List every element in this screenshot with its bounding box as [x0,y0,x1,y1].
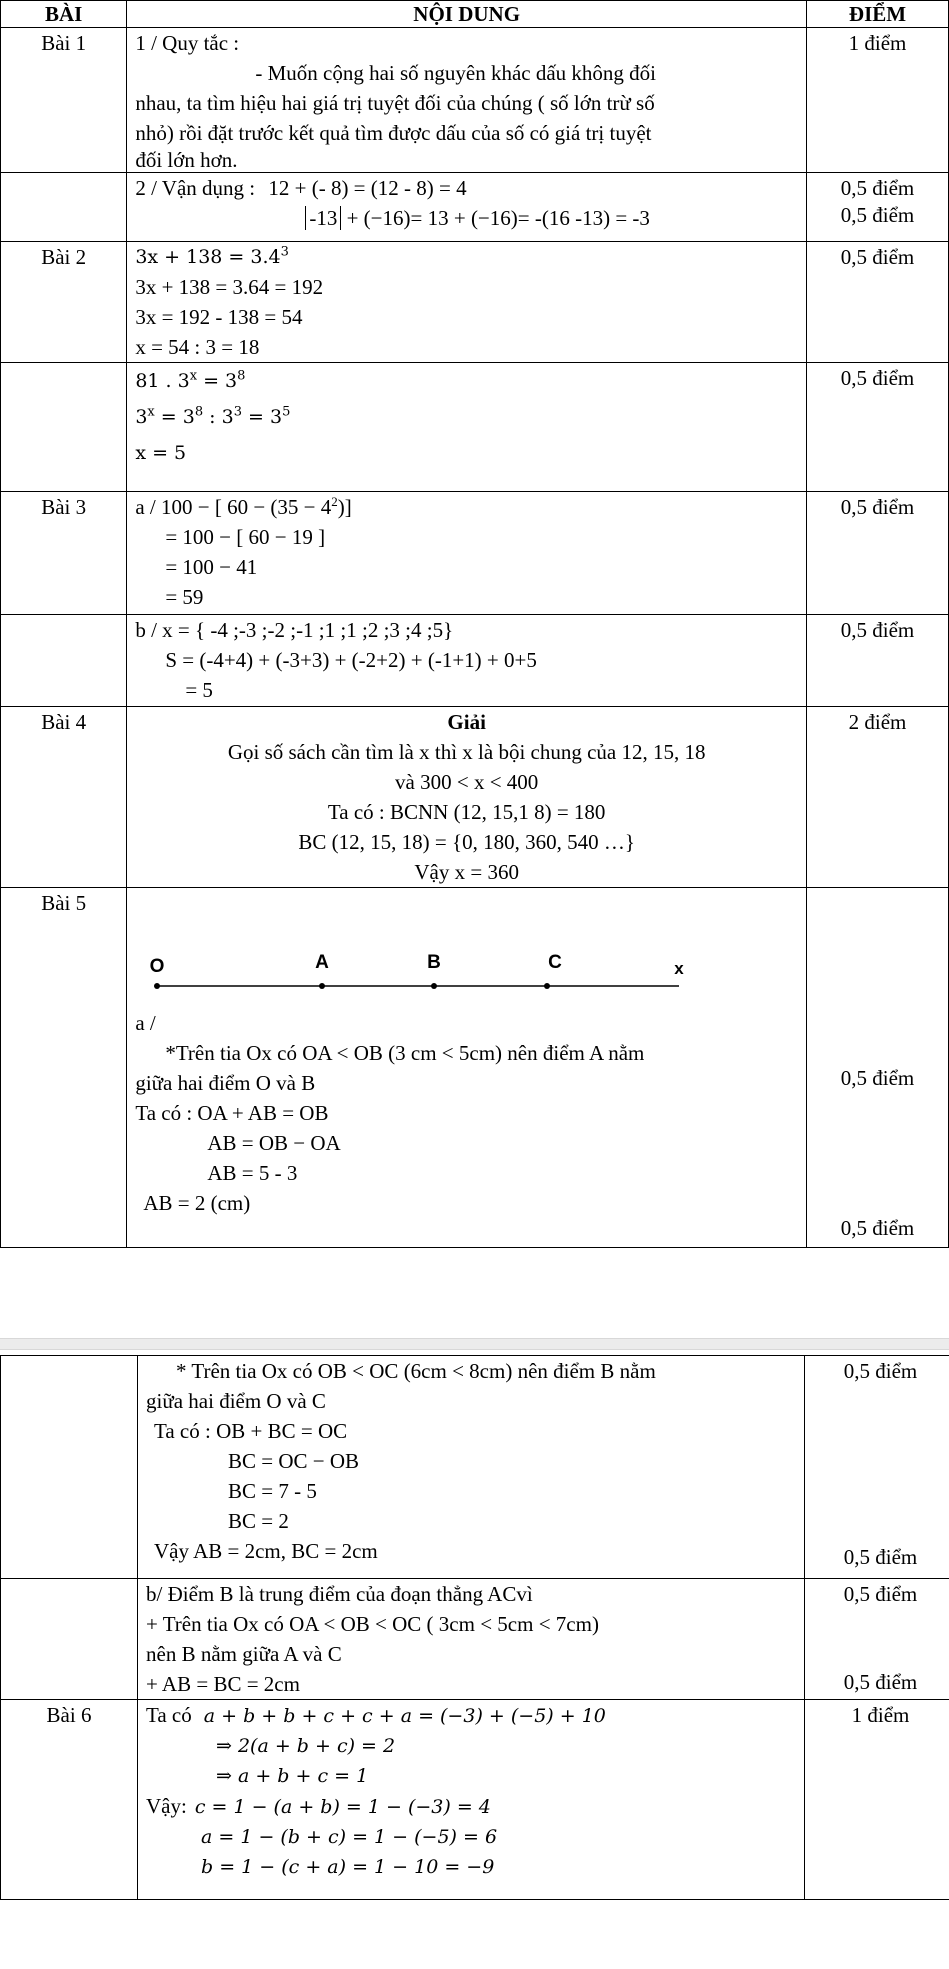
points: 0,5 điểm [840,203,915,227]
equation-line: 81 . $3^x = 3^8$ [135,368,246,392]
rule-title: 1 / Quy tắc : [135,31,240,55]
label-o: O [149,956,165,977]
points: 0,5 điểm [843,1670,918,1694]
solution-line: + AB = BC = 2cm [146,1672,300,1696]
solution-line: Gọi số sách cần tìm là x thì x là bội chung của 12, 15, 18 [227,740,706,764]
solution-line: BC (12, 15, 18) = {0, 180, 360, 540 …} [298,830,635,854]
header-noi-dung: NỘI DUNG [127,1,807,28]
apply-label: 2 / Vận dụng : [135,176,256,200]
points-cell [805,1579,949,1700]
equation-line: $3^x = 3^8$ : $3^3 = 3^5$ [135,404,291,428]
bai-label: Bài 5 [1,888,127,1248]
label-b: B [427,952,442,973]
points: 2 điểm [807,707,949,888]
bai5-part-a [127,888,807,1248]
bai1-apply [127,173,807,242]
solution-line: a / [135,1011,156,1035]
apply-line [135,203,798,233]
table-row [1,492,949,615]
solution-line: Ta có a + b + b + c + c + a = (−3) + (−5) + 10 [146,1703,606,1727]
label-c: C [548,952,563,973]
bai2-part2 [127,363,807,492]
points: 0,5 điểm [843,1545,918,1569]
equation-line: = 59 [165,585,204,609]
header-bai: BÀI [1,1,127,28]
bai-label: Bài 3 [1,492,127,615]
solution-line: AB = OB − OA [207,1131,341,1155]
bai3-part-b [127,615,807,707]
bai-label: Bài 4 [1,707,127,888]
solution-line: Ta có : OA + AB = OB [135,1101,329,1125]
points: 1 điểm [807,28,949,173]
bai4-solution [127,707,807,888]
label-x: x [674,959,685,978]
points-cell [807,173,949,242]
point-a [319,983,325,989]
table-row [1,1356,949,1579]
answer-table-continued [0,1355,949,1900]
table-row [1,363,949,492]
rule-line: nhỏ) rồi đặt trước kết quả tìm được dấu của số có giá trị tuyệt [135,121,652,145]
solution-line: và 300 < x < 400 [395,770,539,794]
points: 0,5 điểm [807,363,949,492]
header-diem: ĐIỂM [807,1,949,28]
points: 0,5 điểm [843,1359,918,1383]
solution-line: *Trên tia Ox có OA < OB (3 cm < 5cm) nên điểm A nằm [165,1041,645,1065]
header-row [1,1,949,28]
solution-line: BC = 2 [228,1509,289,1533]
solution-line: ⇒ a + b + c = 1 [216,1765,369,1787]
rule-line: nhau, ta tìm hiệu hai giá trị tuyệt đối của chúng ( số lớn trừ số [135,91,655,115]
solution-line: b/ Điểm B là trung điểm của đoạn thẳng ACvì [146,1582,533,1606]
bai3-part-a [127,492,807,615]
ray-diagram [127,888,797,1008]
solution-line: BC = OC − OB [228,1449,360,1473]
equation-line: = 100 − 41 [165,555,258,579]
equation-line: x = 5 [135,442,187,464]
equation-line: 3x + 138 = 3.64 = 192 [135,275,324,299]
solution-line: + Trên tia Ox có OA < OB < OC ( 3cm < 5cm < 7cm) [146,1612,599,1636]
table-row [1,615,949,707]
rule-line: đối lớn hơn. [135,148,238,172]
table-row [1,1700,949,1900]
absolute-value: -13 [305,206,341,230]
table-row [1,242,949,363]
table-row [1,28,949,173]
equation-line: 3x = 192 - 138 = 54 [135,305,303,329]
apply-expression: + (−16)= 13 + (−16)= -(16 -13) = -3 [346,206,650,230]
points: 0,5 điểm [807,492,949,615]
bai5-part-b [138,1579,805,1700]
solution-line: BC = 7 - 5 [228,1479,317,1503]
solution-line: * Trên tia Ox có OB < OC (6cm < 8cm) nên điểm B nằm [176,1359,656,1383]
point-o [154,983,160,989]
solution-line: giữa hai điểm O và C [146,1389,326,1413]
points: 0,5 điểm [807,615,949,707]
points: 0,5 điểm [807,242,949,363]
solution-line: Ta có : BCNN (12, 15,1 8) = 180 [327,800,606,824]
equation-line: S = (-4+4) + (-3+3) + (-2+2) + (-1+1) + 0+5 [165,648,537,672]
apply-expression: 12 + (- 8) = (12 - 8) = 4 [268,176,467,200]
point-b [431,983,437,989]
equation-line: b / x = { -4 ;-3 ;-2 ;-1 ;1 ;1 ;2 ;3 ;4 ;5} [135,618,454,642]
points: 0,5 điểm [843,1582,918,1606]
points: 0,5 điểm [840,1216,915,1240]
solution-line: b = 1 − (c + a) = 1 − 10 = −9 [201,1856,495,1878]
points: 1 điểm [805,1700,949,1900]
solution-line: AB = 5 - 3 [207,1161,298,1185]
equation-line: x = 54 : 3 = 18 [135,335,260,359]
points-cell [807,888,949,1248]
answer-table-page-2 [0,1355,949,1969]
point-c [544,983,550,989]
label-a: A [315,952,330,973]
solution-line: giữa hai điểm O và B [135,1071,316,1095]
bai2-part1 [127,242,807,363]
points: 0,5 điểm [840,1066,915,1090]
equation-line: = 5 [185,678,213,702]
page-break [0,1300,949,1355]
solution-line: Vậy AB = 2cm, BC = 2cm [154,1539,378,1563]
solution-title: Giải [447,710,486,734]
solution-line: nên B nằm giữa A và C [146,1642,342,1666]
table-row [1,707,949,888]
solution-line: ⇒ 2(a + b + c) = 2 [216,1735,396,1757]
points-cell [805,1356,949,1579]
apply-line [135,173,798,203]
solution-line: AB = 2 (cm) [143,1191,251,1215]
bai6-solution [138,1700,805,1900]
bai5-part-a-continued [138,1356,805,1579]
bai-label: Bài 6 [1,1700,138,1900]
equation-line: = 100 − [ 60 − 19 ] [165,525,326,549]
equation-line: a / 100 − [ $60 - (35 - 4^2)$] [135,494,352,519]
solution-line: a = 1 − (b + c) = 1 − (−5) = 6 [201,1826,498,1848]
bai-label: Bài 1 [1,28,127,173]
points: 0,5 điểm [840,176,915,200]
solution-line: Ta có : OB + BC = OC [154,1419,348,1443]
solution-line: Vậy: c = 1 − (a + b) = 1 − (−3) = 4 [146,1794,491,1818]
rule-line: - Muốn cộng hai số nguyên khác dấu không đối [255,61,657,85]
bai-label: Bài 2 [1,242,127,363]
table-row [1,888,949,1248]
table-row [1,173,949,242]
solution-line: Vậy x = 360 [414,860,519,884]
bai1-rule [127,28,807,173]
table-row [1,1579,949,1700]
equation-line: $3x + 138 = 3.4^3$ [135,244,289,268]
